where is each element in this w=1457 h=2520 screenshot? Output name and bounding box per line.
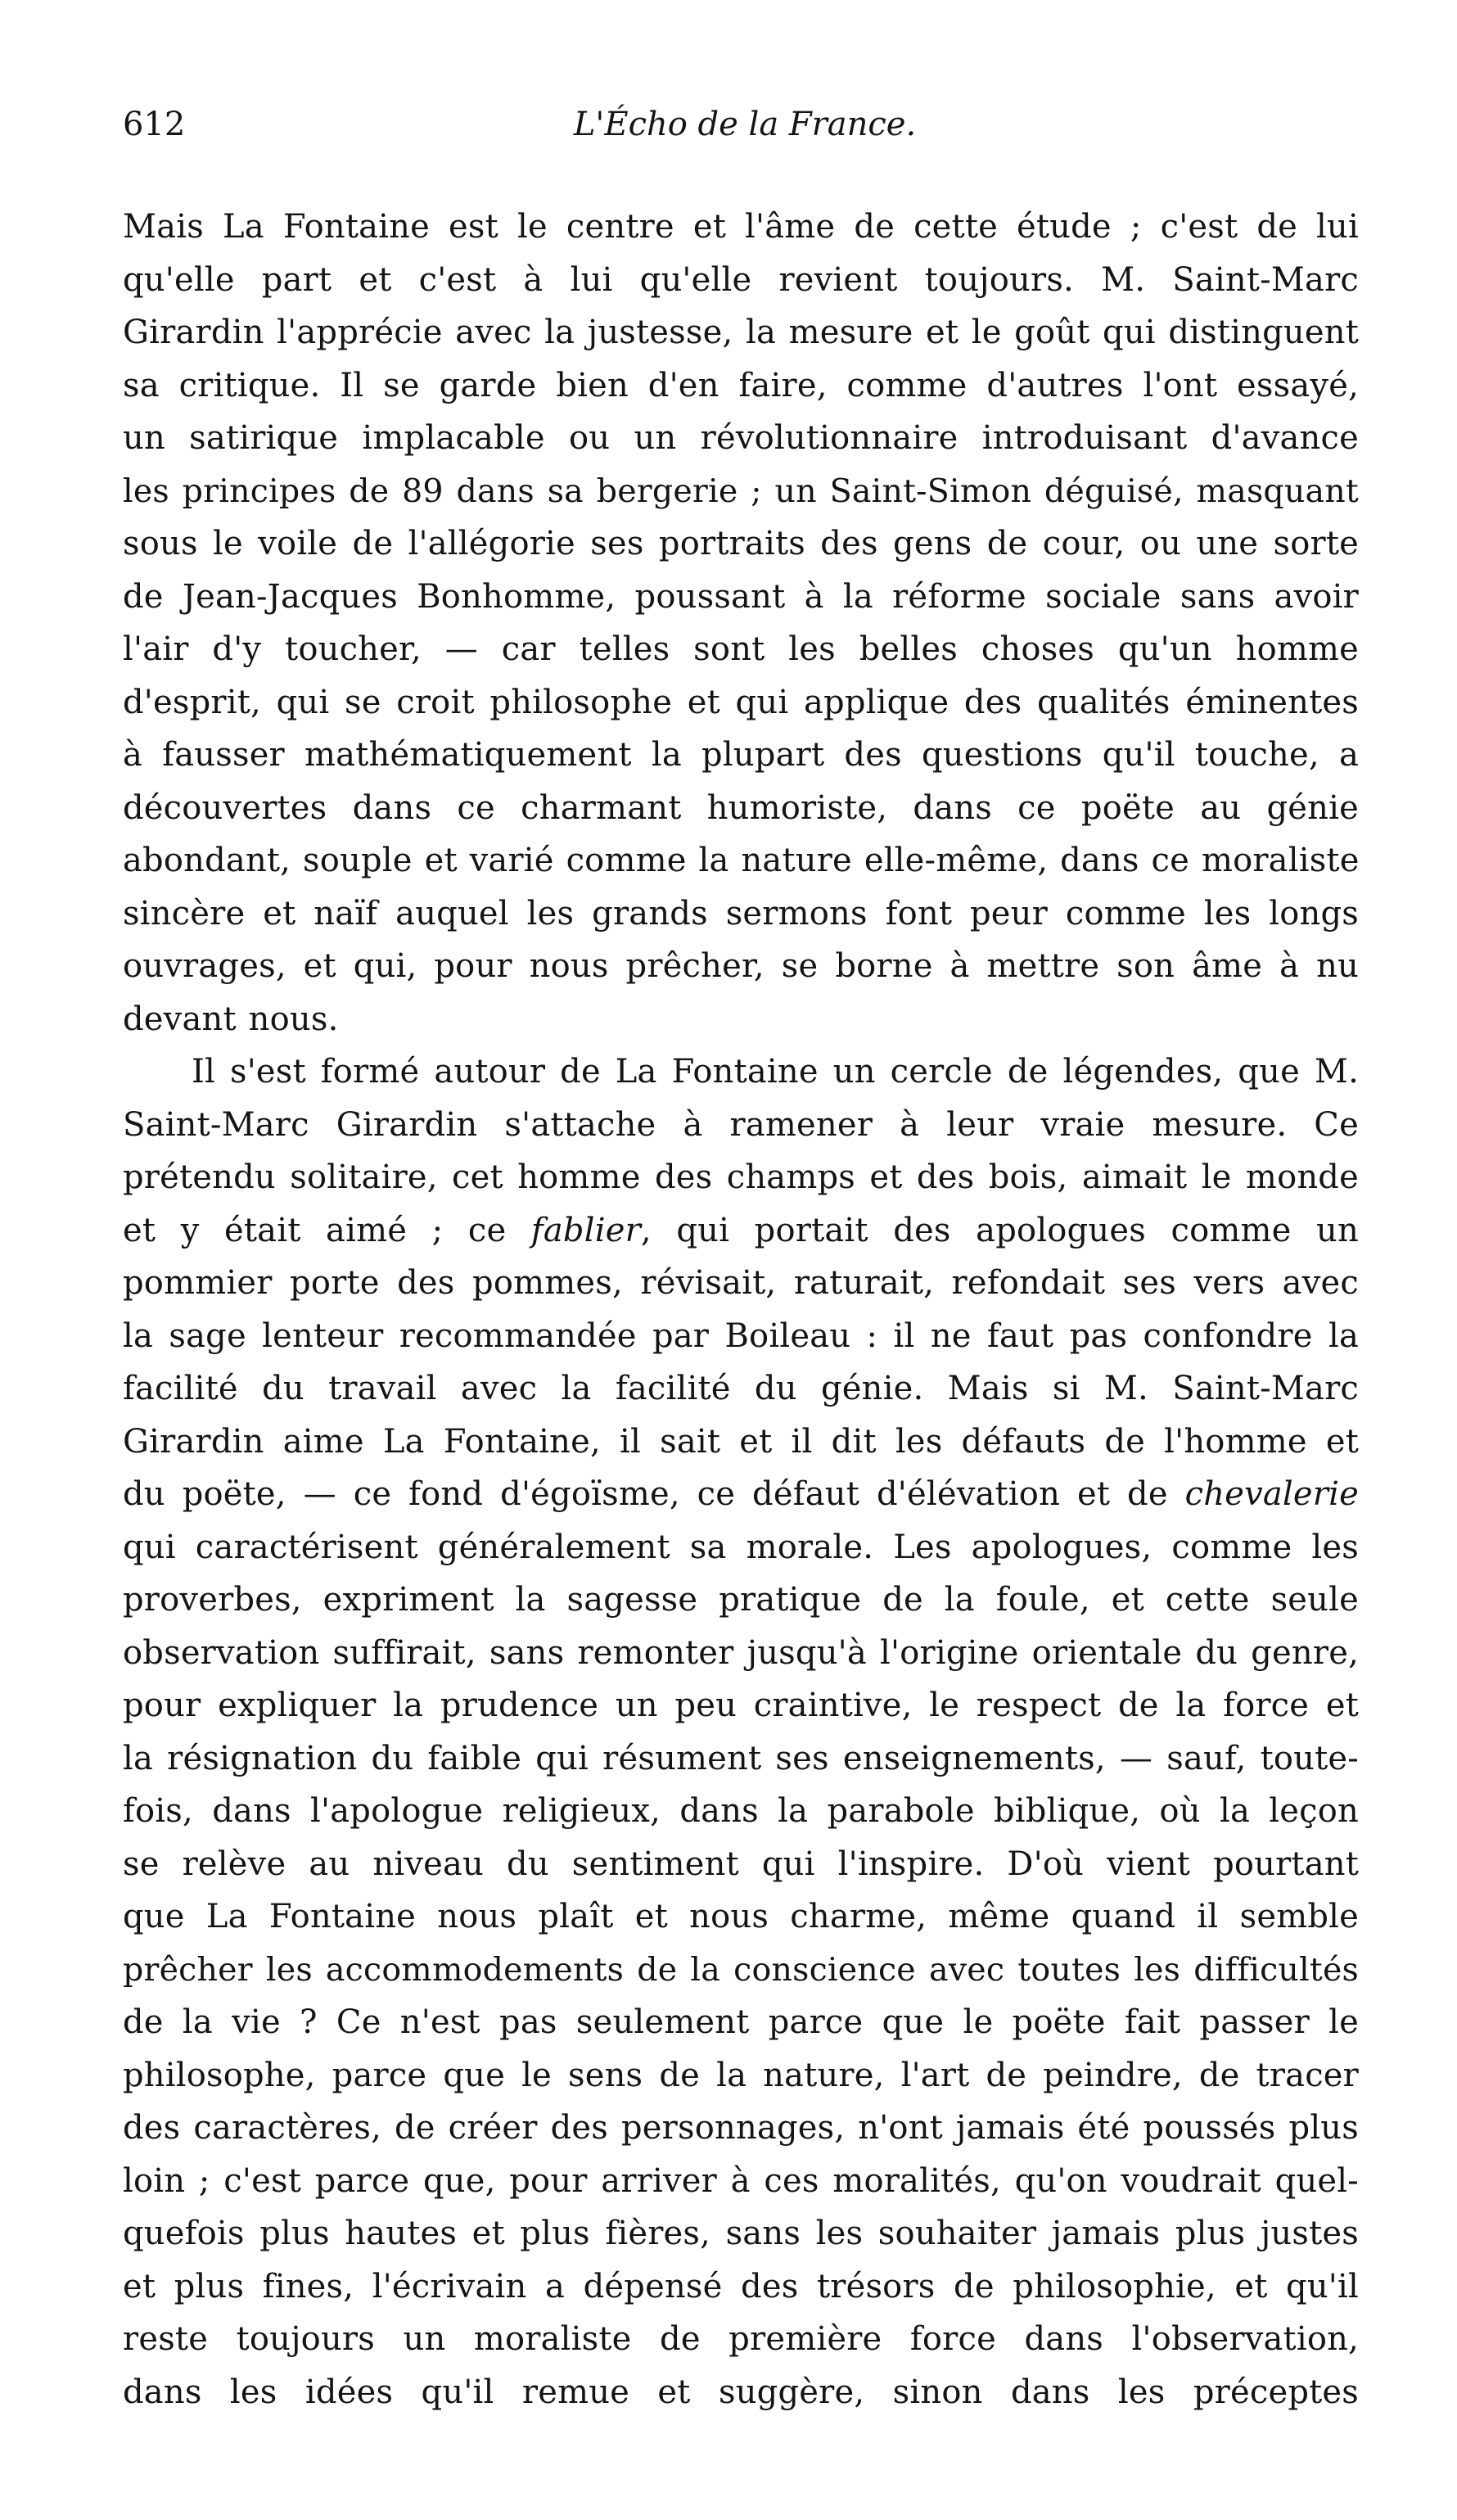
- running-title: L'Écho de la France.: [573, 106, 917, 143]
- text-line: reste toujours un moraliste de première force dans l'observation,: [123, 2320, 1359, 2358]
- text-line: [123, 1204, 1359, 1258]
- text-line: de la vie ? Ce n'est pas seulement parce que le poëte fait passer le: [123, 2003, 1359, 2041]
- text-line: sous le voile de l'allégorie ses portraits des gens de cour, ou une sorte: [123, 525, 1359, 562]
- text-line: qu'elle part et c'est à lui qu'elle revient toujours. M. Saint-Marc: [123, 260, 1359, 299]
- text-line: [123, 1468, 1359, 1521]
- italic-word: fablier: [530, 1211, 641, 1249]
- text-line: observation suffirait, sans remonter jusqu'à l'origine orientale du genre,: [123, 1633, 1359, 1672]
- text-line: pommier porte des pommes, révisait, raturait, refondait ses vers avec: [123, 1264, 1359, 1302]
- text-line: sincère et naïf auquel les grands sermons font peur comme les longs: [123, 894, 1359, 933]
- text-line: Girardin l'apprécie avec la justesse, la mesure et le goût qui distinguent: [123, 314, 1359, 351]
- text-line: devant nous.: [123, 1000, 339, 1038]
- text-line: facilité du travail avec la facilité du génie. Mais si M. Saint-Marc: [123, 1370, 1359, 1407]
- text-line: de Jean-Jacques Bonhomme, poussant à la réforme sociale sans avoir: [123, 577, 1359, 616]
- text-line: que La Fontaine nous plaît et nous charme, même quand il semble: [123, 1898, 1359, 1935]
- text-line: d'esprit, qui se croit philosophe et qui applique des qualités éminentes: [123, 683, 1359, 721]
- text-line: pour expliquer la prudence un peu craintive, le respect de la force et: [123, 1687, 1359, 1724]
- line-text: du poëte, — ce fond d'égoïsme, ce défaut d'élévation et de: [123, 1475, 1185, 1513]
- text-line: et plus fines, l'écrivain a dépensé des trésors de philosophie, et qu'il: [123, 2267, 1359, 2305]
- text-line: se relève au niveau du sentiment qui l'inspire. D'où vient pourtant: [123, 1845, 1359, 1883]
- text-line: la résignation du faible qui résument ses enseignements, — sauf, toute-: [123, 1739, 1359, 1777]
- body-text: [123, 201, 1359, 2418]
- text-line: philosophe, parce que le sens de la nature, l'art de peindre, de tracer: [123, 2056, 1359, 2094]
- text-line: découvertes dans ce charmant humoriste, dans ce poëte au génie: [123, 788, 1359, 827]
- text-line: Mais La Fontaine est le centre et l'âme de cette étude ; c'est de lui: [123, 208, 1359, 246]
- page-number: 612: [123, 106, 186, 143]
- text-line: un satirique implacable ou un révolutionnaire introduisant d'avance: [123, 419, 1359, 457]
- text-line: à fausser mathématiquement la plupart des questions qu'il touche, a: [123, 736, 1359, 774]
- text-line: quefois plus hautes et plus fières, sans les souhaiter jamais plus justes: [123, 2215, 1359, 2252]
- italic-word: chevalerie: [1184, 1475, 1359, 1513]
- text-line: fois, dans l'apologue religieux, dans la parabole biblique, où la leçon: [123, 1792, 1359, 1830]
- text-line: la sage lenteur recommandée par Boileau : il ne faut pas confondre la: [123, 1316, 1359, 1355]
- text-line: sa critique. Il se garde bien d'en faire, comme d'autres l'ont essayé,: [123, 366, 1359, 404]
- text-line: prêcher les accommodements de la conscience avec toutes les difficultés: [123, 1950, 1359, 1989]
- text-line: les principes de 89 dans sa bergerie ; un Saint-Simon déguisé, masquant: [123, 472, 1359, 510]
- text-line: Saint-Marc Girardin s'attache à ramener à leur vraie mesure. Ce: [123, 1105, 1359, 1144]
- text-line: ouvrages, et qui, pour nous prêcher, se borne à mettre son âme à nu: [123, 947, 1359, 985]
- text-line: Il s'est formé autour de La Fontaine un cercle de légendes, que M.: [192, 1053, 1359, 1091]
- paragraph-1: [123, 201, 1359, 1045]
- text-line: qui caractérisent généralement sa morale. Les apologues, comme les: [123, 1528, 1359, 1566]
- text-line: proverbes, expriment la sagesse pratique de la foule, et cette seule: [123, 1581, 1359, 1619]
- running-head: [123, 100, 1367, 149]
- paragraph-2: [123, 1045, 1359, 2418]
- line-text: , qui portait des apologues comme un: [640, 1211, 1359, 1249]
- text-line: Girardin aime La Fontaine, il sait et il dit les défauts de l'homme et: [123, 1422, 1359, 1461]
- text-line: des caractères, de créer des personnages, n'ont jamais été poussés plus: [123, 2109, 1359, 2147]
- text-line: prétendu solitaire, cet homme des champs et des bois, aimait le monde: [123, 1158, 1359, 1196]
- line-text: et y était aimé ; ce: [123, 1211, 531, 1249]
- text-line: abondant, souple et varié comme la nature elle-même, dans ce moraliste: [123, 842, 1360, 879]
- text-line: dans les idées qu'il remue et suggère, sinon dans les préceptes: [123, 2373, 1359, 2411]
- text-line: loin ; c'est parce que, pour arriver à ces moralités, qu'on voudrait quel-: [123, 2161, 1359, 2200]
- text-line: l'air d'y toucher, — car telles sont les belles choses qu'un homme: [123, 630, 1359, 668]
